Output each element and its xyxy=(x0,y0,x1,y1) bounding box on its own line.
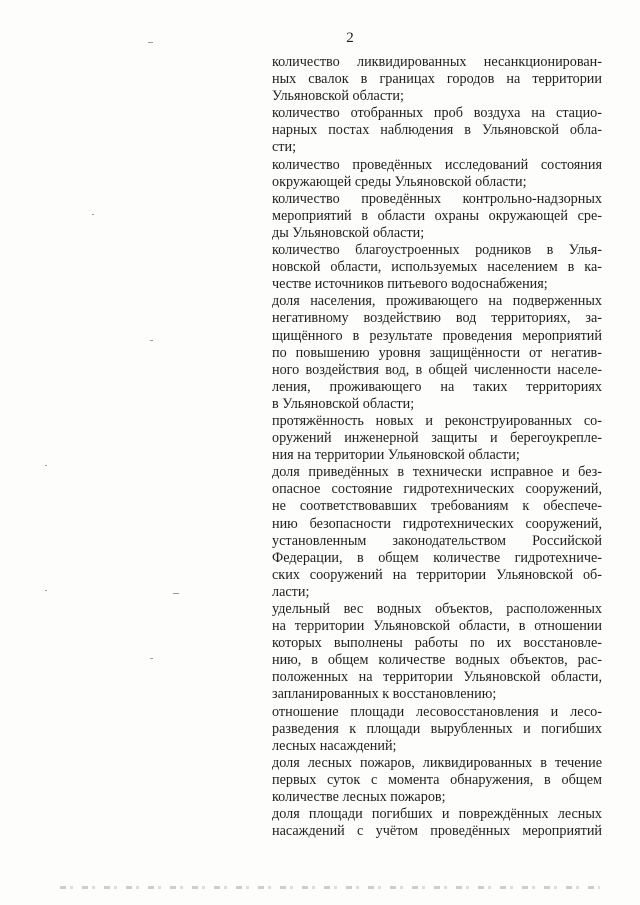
scan-edge-noise xyxy=(60,886,600,889)
text-line: ния на территории Ульяновской области; xyxy=(272,447,520,464)
text-line: сти; xyxy=(272,139,297,156)
text-line: доля площади погибших и повреждённых лесных xyxy=(272,806,602,823)
text-line: лесных насаждений; xyxy=(272,737,397,754)
text-line: в Ульяновской области; xyxy=(272,395,415,412)
text-line: количество благоустроенных родников в Улья- xyxy=(272,242,602,259)
text-line: новской области, используемых населением в ка- xyxy=(272,259,602,276)
text-line: первых суток с момента обнаружения, в общем xyxy=(272,771,602,788)
text-line: нию, в общем количестве водных объектов, рас- xyxy=(272,652,602,669)
text-line: установленным законодательством Российской xyxy=(272,532,602,549)
page-number: 2 xyxy=(346,30,354,46)
scan-speck xyxy=(92,214,94,215)
text-line: количество отобранных проб воздуха на стацио- xyxy=(272,105,602,122)
text-line: Федерации, в общем количестве гидротехниче- xyxy=(272,549,602,566)
scan-speck xyxy=(150,658,153,659)
text-line: положенных на территории Ульяновской области, xyxy=(272,669,602,686)
scan-speck xyxy=(150,340,153,341)
text-line: насаждений с учётом проведённых мероприятий xyxy=(272,823,602,840)
text-line: доля лесных пожаров, ликвидированных в течение xyxy=(272,754,602,771)
text-line: доля приведённых в технически исправное и без- xyxy=(272,464,602,481)
text-line: ских сооружений на территории Ульяновской об- xyxy=(272,566,602,583)
scan-speck xyxy=(173,593,179,594)
text-line: негативному воздействию вод территориях, за- xyxy=(272,310,602,327)
scan-speck xyxy=(148,42,153,43)
text-line: удельный вес водных объектов, расположенных xyxy=(272,601,602,617)
text-line: щищённого в результате проведения мероприятий xyxy=(272,327,602,344)
text-line: которых выполнены работы по их восстановле- xyxy=(272,635,602,652)
text-line: ных свалок в границах городов на территории xyxy=(272,71,602,88)
text-line: запланированных к восстановлению; xyxy=(272,686,497,703)
text-line: отношение площади лесовосстановления и лесо- xyxy=(272,703,602,720)
scan-speck xyxy=(45,590,47,591)
text-line: мероприятий в области охраны окружающей сре- xyxy=(272,207,602,224)
scan-speck xyxy=(45,465,47,466)
body-text xyxy=(272,54,602,840)
text-line: протяжённость новых и реконструированных со- xyxy=(272,412,602,429)
text-line: ласти; xyxy=(272,583,310,600)
text-line: оружений инженерной защиты и берегоукрепле- xyxy=(272,430,602,447)
text-line: нию безопасности гидротехнических сооружений, xyxy=(272,515,602,532)
text-line: количество проведённых исследований состояния xyxy=(272,156,602,173)
text-line: ды Ульяновской области; xyxy=(272,224,425,241)
text-line: количестве лесных пожаров; xyxy=(272,789,446,806)
text-line: количество проведённых контрольно-надзорных xyxy=(272,190,602,207)
text-line: по повышению уровня защищённости от негатив- xyxy=(272,344,602,361)
text-line: ления, проживающего на таких территориях xyxy=(272,378,602,395)
text-line: Ульяновской области; xyxy=(272,88,404,105)
text-line: доля населения, проживающего на подверженных xyxy=(272,293,602,310)
text-line: разведения к площади вырубленных и погибших xyxy=(272,720,602,737)
text-line: окружающей среды Ульяновской области; xyxy=(272,173,527,190)
text-line: честве источников питьевого водоснабжения; xyxy=(272,276,548,293)
text-line: количество ликвидированных несанкционирован- xyxy=(272,54,602,70)
text-line: ного воздействия вод, в общей численности населе- xyxy=(272,361,602,378)
text-line: опасное состояние гидротехнических сооружений, xyxy=(272,481,602,498)
text-line: не соответствовавших требованиям к обеспече- xyxy=(272,498,602,515)
text-line: на территории Ульяновской области, в отношении xyxy=(272,618,602,635)
text-line: нарных постах наблюдения в Ульяновской обла- xyxy=(272,122,602,139)
